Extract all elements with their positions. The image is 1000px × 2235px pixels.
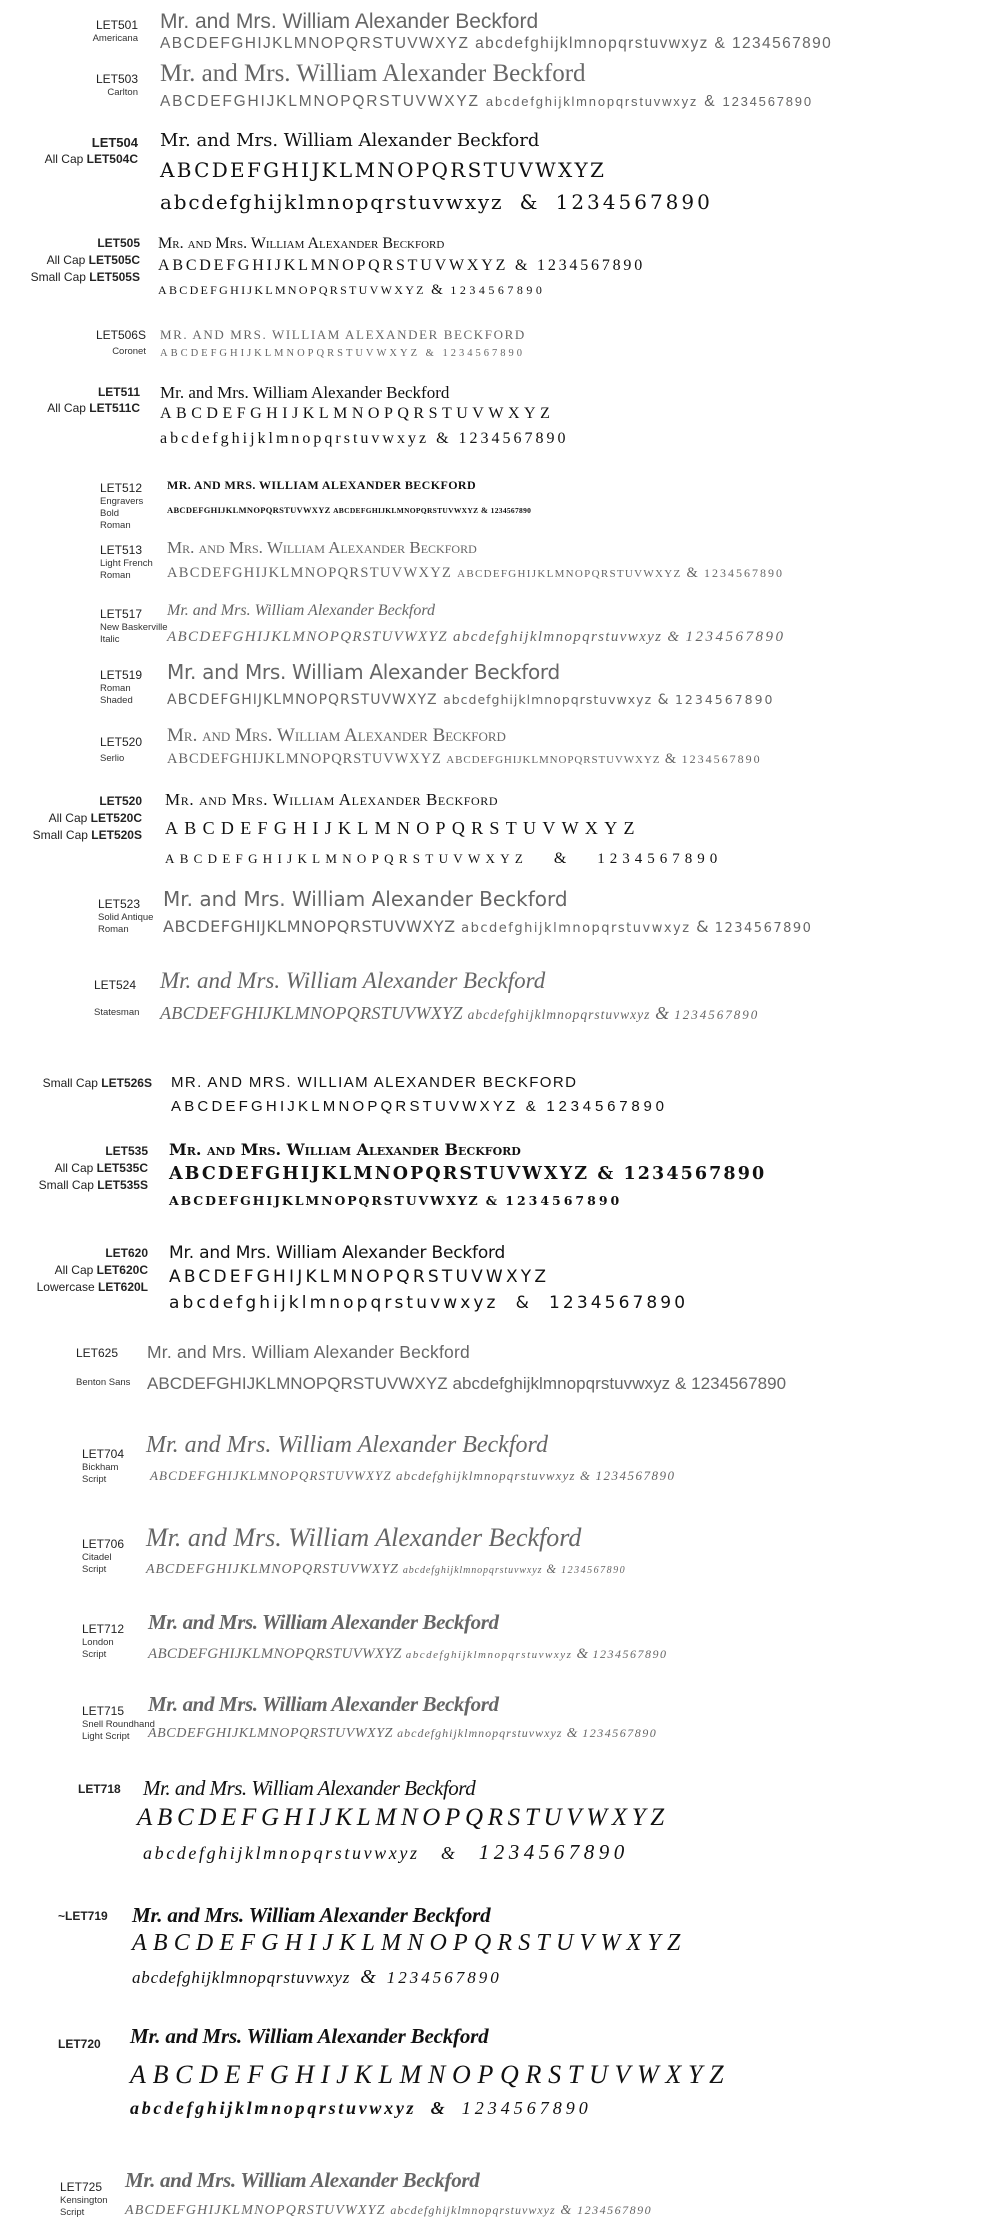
font-sample-let513 <box>0 538 1000 588</box>
ampersand: & <box>686 565 700 581</box>
alphabet-line <box>160 93 813 111</box>
lowercase-alphabet: abcdefghijklmnopqrstuvwxyz <box>467 1007 651 1022</box>
ampersand: & <box>440 1843 458 1863</box>
digits: 1234567890 <box>450 283 546 297</box>
font-description: Roman <box>98 924 129 935</box>
smallcap-label: Small Cap LET505S <box>30 270 140 284</box>
ampersand: & <box>579 1468 592 1483</box>
font-description: Script <box>82 1564 107 1575</box>
uppercase-alphabet: ABCDEFGHIJKLMNOPQRSTUVWXYZ <box>165 851 529 866</box>
alphabet-line <box>160 348 525 359</box>
font-label <box>58 2036 128 2053</box>
ampersand: & <box>696 917 710 936</box>
alphabet-line <box>125 2203 652 2219</box>
alphabet-line <box>147 1374 786 1394</box>
font-code: LET620 <box>105 1246 148 1260</box>
ampersand: & <box>566 1726 579 1741</box>
lowercase-alphabet: abcdefghijklmnopqrstuvwxyz <box>130 2098 417 2118</box>
lowercase-alphabet: abcdefghijklmnopqrstuvwxyz <box>132 1968 351 1987</box>
font-label <box>0 1075 152 1092</box>
uppercase-alphabet: ABCDEFGHIJKLMNOPQRSTUVWXYZ <box>125 2203 386 2218</box>
font-sample-let526s <box>0 1073 1000 1123</box>
font-description: Light Script <box>82 1731 130 1742</box>
font-code: LET520 <box>100 735 143 749</box>
font-code: LET712 <box>82 1622 125 1636</box>
smallcaps-digits-line <box>158 282 545 299</box>
alphabet-line <box>160 35 832 53</box>
sample-name-line: MR. AND MRS. WILLIAM ALEXANDER BECKFORD <box>160 327 526 342</box>
sample-name-line: Mr. and Mrs. William Alexander Beckford <box>163 887 568 911</box>
digits: 1234567890 <box>732 35 833 52</box>
font-description: Engravers <box>100 496 144 507</box>
sample-name-line: Mr. and Mrs. William Alexander Beckford <box>167 602 435 619</box>
uppercase-alphabet: ABCDEFGHIJKLMNOPQRSTUVWXYZ <box>160 93 480 110</box>
font-sample-let704 <box>0 1432 1000 1492</box>
digits: 1234567890 <box>674 1007 760 1022</box>
sample-name-line: MR. AND MRS. WILLIAM ALEXANDER BECKFORD <box>171 1074 578 1091</box>
smallcap-alphabet: ABCDEFGHIJKLMNOPQRSTUVWXYZ <box>457 568 682 580</box>
digits: 1234567890 <box>714 921 813 936</box>
digits: 1234567890 <box>442 348 525 359</box>
caps-digits-line <box>158 257 645 275</box>
ampersand: & <box>553 850 572 867</box>
font-sample-let505 <box>0 235 1000 305</box>
font-label <box>60 328 146 358</box>
digits: 1234567890 <box>595 1468 676 1483</box>
lowercase-alphabet: abcdefghijklmnopqrstuvwxyz <box>396 1468 576 1483</box>
uppercase-alphabet: ABCDEFGHIJKLMNOPQRSTUVWXYZ <box>169 1193 480 1208</box>
font-label <box>94 978 154 1019</box>
digits: 1234567890 <box>461 2098 592 2118</box>
font-code: LET505 <box>97 236 140 250</box>
digits: 1234567890 <box>691 1374 787 1393</box>
uppercase-alphabet: ABCDEFGHIJKLMNOPQRSTUVWXYZ <box>148 1646 402 1662</box>
lowercase-alphabet: abcdefghijklmnopqrstuvwxyz <box>485 94 699 109</box>
lowercase-alphabet: abcdefghijklmnopqrstuvwxyz <box>169 1293 499 1313</box>
sample-name-line: Mr. and Mrs. William Alexander Beckford <box>167 660 560 684</box>
font-sample-let720 <box>0 2024 1000 2134</box>
font-sample-let520 <box>0 790 1000 875</box>
font-code: LET512 <box>100 481 143 495</box>
smallcaps-digits-line <box>169 1193 622 1208</box>
font-code: LET535 <box>105 1144 148 1158</box>
digits: 1234567890 <box>548 1293 689 1313</box>
uppercase-alphabet: ABCDEFGHIJKLMNOPQRSTUVWXYZ <box>167 751 442 767</box>
font-sample-let620 <box>0 1243 1000 1328</box>
digits: 1234567890 <box>681 752 762 766</box>
uppercase-alphabet: ABCDEFGHIJKLMNOPQRSTUVWXYZ <box>160 1003 463 1023</box>
font-label <box>82 1622 142 1661</box>
lowercase-alphabet: abcdefghijklmnopqrstuvwxyz <box>143 1843 420 1863</box>
allcap-label: All Cap LET511C <box>47 401 140 415</box>
sample-name-line: Mr. and Mrs. William Alexander Beckford <box>160 383 450 402</box>
uppercase-alphabet: ABCDEFGHIJKLMNOPQRSTUVWXYZ <box>150 1468 392 1483</box>
font-description: Shaded <box>100 695 133 706</box>
alphabet-line <box>167 505 531 515</box>
font-label <box>60 72 138 99</box>
font-description: Script <box>82 1474 107 1485</box>
sample-name-line: Mr. and Mrs. William Alexander Beckford <box>147 1342 470 1362</box>
font-label <box>0 1245 148 1296</box>
font-code: LET517 <box>100 607 143 621</box>
font-description: Bold Roman <box>100 508 131 531</box>
lower-digits-line <box>160 430 569 448</box>
lowercase-alphabet: abcdefghijklmnopqrstuvwxyz <box>397 1726 563 1740</box>
digits: 1234567890 <box>537 257 646 274</box>
ampersand: & <box>597 1164 616 1184</box>
alphabet-line <box>167 751 762 768</box>
uppercase-alphabet: ABCDEFGHIJKLMNOPQRSTUVWXYZ <box>167 692 438 708</box>
uppercase-alphabet: ABCDEFGHIJKLMNOPQRSTUVWXYZ <box>171 1098 519 1115</box>
lower-digits-line <box>130 2098 592 2119</box>
font-description: Script <box>82 1649 107 1660</box>
sample-name-line: Mr. and Mrs. William Alexander Beckford <box>130 2024 489 2048</box>
font-label <box>82 1537 142 1576</box>
uppercase-alphabet: ABCDEFGHIJKLMNOPQRSTUVWXYZ <box>146 1562 399 1577</box>
digits: 1234567890 <box>592 1647 668 1661</box>
font-code: LET513 <box>100 543 143 557</box>
ampersand: & <box>485 1193 499 1208</box>
ampersand: & <box>655 1003 670 1023</box>
ampersand: & <box>664 751 678 767</box>
digits: 1234567890 <box>478 1840 629 1864</box>
uppercase-alphabet: ABCDEFGHIJKLMNOPQRSTUVWXYZ <box>160 348 421 359</box>
uppercase-alphabet: ABCDEFGHIJKLMNOPQRSTUVWXYZ <box>169 1164 590 1184</box>
alphabet-line <box>148 1646 667 1663</box>
ampersand: & <box>657 692 670 708</box>
uppercase-alphabet: ABCDEFGHIJKLMNOPQRSTUVWXYZ <box>167 565 453 581</box>
font-sample-let506s <box>0 325 1000 365</box>
font-label <box>100 543 160 582</box>
font-label <box>0 1143 148 1194</box>
font-label <box>60 2180 120 2219</box>
ampersand: & <box>546 1562 558 1576</box>
font-code: LET503 <box>95 72 138 86</box>
lowercase-alphabet: abcdefghijklmnopqrstuvwxyz <box>402 1565 543 1576</box>
ampersand: & <box>360 1966 377 1988</box>
ampersand: & <box>519 190 540 214</box>
font-description: Solid Antique <box>98 912 154 923</box>
digits: 1234567890 <box>722 94 813 109</box>
font-sample-let524 <box>0 968 1000 1028</box>
font-sample-let725 <box>0 2168 1000 2228</box>
lower-digits-line <box>143 1840 629 1865</box>
uppercase-alphabet: ABCDEFGHIJKLMNOPQRSTUVWXYZ <box>148 1726 394 1741</box>
sample-name-line: Mr. and Mrs. William Alexander Beckford <box>158 235 445 252</box>
font-code: ~LET719 <box>58 1909 108 1923</box>
font-sample-let535 <box>0 1140 1000 1220</box>
lowercase-alphabet: abcdefghijklmnopqrstuvwxyz <box>453 629 663 645</box>
uppercase-alphabet: ABCDEFGHIJKLMNOPQRSTUVWXYZ <box>160 35 470 52</box>
font-code: LET715 <box>82 1704 125 1718</box>
sample-name-line: Mr. and Mrs. William Alexander Beckford <box>148 1692 499 1716</box>
font-description: London <box>82 1637 114 1648</box>
font-label <box>0 235 140 286</box>
font-code: LET524 <box>94 978 137 992</box>
digits: 1234567890 <box>386 1968 502 1987</box>
digits: 1234567890 <box>623 1164 767 1184</box>
digits: 1234567890 <box>505 1193 623 1208</box>
uppercase-alphabet: ABCDEFGHIJKLMNOPQRSTUVWXYZ <box>158 283 426 297</box>
font-sample-let511 <box>0 383 1000 458</box>
digits: 1234567890 <box>546 1098 668 1115</box>
font-code: LET718 <box>78 1782 121 1796</box>
font-description: Roman <box>100 683 131 694</box>
font-code: LET501 <box>95 18 138 32</box>
font-label <box>100 481 150 532</box>
font-code: LET704 <box>82 1447 125 1461</box>
lowercase-alphabet: abcdefghijklmnopqrstuvwxyz <box>390 2203 556 2217</box>
sample-name-line: Mr. and Mrs. William Alexander Beckford <box>146 1432 548 1458</box>
uppercase-alphabet: ABCDEFGHIJKLMNOPQRSTUVWXYZ <box>147 1374 448 1393</box>
lowercase-alphabet: abcdefghijklmnopqrstuvwxyz <box>160 430 430 447</box>
smallcaps-digits-line <box>165 850 722 868</box>
digits: 1234567890 <box>555 190 713 214</box>
font-sample-let706 <box>0 1523 1000 1583</box>
uppercase-alphabet: ABCDEFGHIJKLMNOPQRSTUVWXYZ <box>167 505 331 515</box>
digits: 1234567890 <box>704 566 785 580</box>
font-sample-let519 <box>0 660 1000 712</box>
font-description: Serlio <box>100 753 125 764</box>
ampersand: & <box>425 348 437 359</box>
sample-name-line: Mr. and Mrs. William Alexander Beckford <box>160 10 539 33</box>
font-code: LET706 <box>82 1537 125 1551</box>
font-code: LET725 <box>60 2180 103 2194</box>
ampersand: & <box>560 2203 573 2218</box>
font-description: Light French <box>100 558 153 569</box>
ampersand: & <box>514 257 531 274</box>
sample-name-line: Mr. and Mrs. William Alexander Beckford <box>160 130 540 151</box>
font-sample-let719 <box>0 1903 1000 1998</box>
sample-name-line: Mr. and Mrs. William Alexander Beckford <box>148 1610 499 1634</box>
lowercase-label: Lowercase LET620L <box>36 1280 148 1294</box>
uppercase-alphabet: ABCDEFGHIJKLMNOPQRSTUVWXYZ <box>158 257 509 274</box>
uppercase-alphabet: ABCDEFGHIJKLMNOPQRSTUVWXYZ <box>137 1804 669 1831</box>
uppercase-alphabet: ABCDEFGHIJKLMNOPQRSTUVWXYZ <box>163 917 456 936</box>
font-label <box>82 1447 142 1486</box>
font-description: Citadel <box>82 1552 112 1563</box>
lowercase-alphabet: abcdefghijklmnopqrstuvwxyz <box>443 692 653 707</box>
lowercase-alphabet: abcdefghijklmnopqrstuvwxyz <box>461 921 691 936</box>
uppercase-alphabet: ABCDEFGHIJKLMNOPQRSTUVWXYZ <box>169 1267 550 1287</box>
font-label <box>58 1908 128 1925</box>
sample-name-line: Mr. and Mrs. William Alexander Beckford <box>160 968 546 993</box>
ampersand: & <box>576 1646 589 1662</box>
font-label <box>100 735 160 765</box>
lower-digits-line <box>132 1966 502 1989</box>
font-description: Kensington <box>60 2195 108 2206</box>
lowercase-alphabet: abcdefghijklmnopqrstuvwxyz <box>160 190 504 214</box>
ampersand: & <box>674 1374 687 1393</box>
font-code: LET504 <box>91 135 138 150</box>
uppercase-alphabet: ABCDEFGHIJKLMNOPQRSTUVWXYZ <box>130 2060 731 2089</box>
lowercase-alphabet: abcdefghijklmnopqrstuvwxyz <box>475 35 709 52</box>
digits: 1234567890 <box>561 1565 627 1576</box>
uppercase-alphabet: ABCDEFGHIJKLMNOPQRSTUVWXYZ <box>167 629 448 645</box>
allcap-label: All Cap LET505C <box>46 253 140 267</box>
uppercase-alphabet: ABCDEFGHIJKLMNOPQRSTUVWXYZ <box>160 405 555 422</box>
font-code: LET520 <box>99 794 142 808</box>
smallcap-alphabet: ABCDEFGHIJKLMNOPQRSTUVWXYZ <box>333 506 479 515</box>
allcap-label: All Cap LET620C <box>54 1263 148 1277</box>
font-description: Roman <box>100 570 131 581</box>
digits: 1234567890 <box>458 430 569 447</box>
lower-digits-line <box>160 190 713 214</box>
digits: 1234567890 <box>582 1726 658 1740</box>
font-description: Americana <box>92 33 138 44</box>
font-label <box>100 668 160 707</box>
font-code: LET625 <box>76 1346 119 1360</box>
font-label <box>0 793 142 844</box>
digits: 1234567890 <box>685 629 786 645</box>
alphabet-line <box>160 1003 759 1024</box>
font-code: LET506S <box>95 328 146 342</box>
smallcap-label: Small Cap LET526S <box>42 1076 152 1090</box>
digits: 1234567890 <box>674 692 775 707</box>
alphabet-line <box>148 1726 657 1742</box>
lowercase-alphabet: abcdefghijklmnopqrstuvwxyz <box>452 1374 671 1393</box>
font-sample-let517 <box>0 602 1000 650</box>
ampersand: & <box>480 505 489 515</box>
caps-digits-line <box>169 1164 766 1184</box>
font-description: Statesman <box>94 1007 140 1018</box>
sample-name-line: Mr. and Mrs. William Alexander Beckford <box>167 725 506 746</box>
font-description: New Baskerville <box>100 622 168 633</box>
digits: 1234567890 <box>597 851 723 867</box>
font-description: Bickham <box>82 1462 119 1473</box>
font-description: Script <box>60 2207 85 2218</box>
font-sample-let625 <box>0 1342 1000 1392</box>
font-sample-let501 <box>0 10 1000 55</box>
alphabet-line <box>167 692 775 708</box>
alphabet-line <box>150 1468 675 1484</box>
alphabet-line <box>163 917 812 936</box>
sample-name-line: Mr. and Mrs. William Alexander Beckford <box>143 1776 476 1800</box>
font-sample-let503 <box>0 60 1000 110</box>
sample-name-line: Mr. and Mrs. William Alexander Beckford <box>160 60 586 87</box>
sample-name-line: Mr. and Mrs. William Alexander Beckford <box>169 1243 506 1263</box>
font-sample-let512 <box>0 478 1000 531</box>
digits: 1234567890 <box>490 506 532 515</box>
smallcap-label: Small Cap LET535S <box>38 1178 148 1192</box>
font-code: LET519 <box>100 668 143 682</box>
font-code: LET523 <box>98 897 141 911</box>
font-code: LET511 <box>97 385 140 399</box>
allcap-label: All Cap LET504C <box>44 152 138 166</box>
font-label <box>98 897 162 936</box>
digits: 1234567890 <box>577 2203 653 2217</box>
sample-name-line: Mr. and Mrs. William Alexander Beckford <box>146 1523 582 1552</box>
sample-name-line: MR. AND MRS. WILLIAM ALEXANDER BECKFORD <box>167 478 477 492</box>
font-code: LET720 <box>58 2037 101 2051</box>
font-description: Snell Roundhand <box>82 1719 155 1730</box>
ampersand: & <box>667 629 681 645</box>
sample-name-line: Mr. and Mrs. William Alexander Beckford <box>167 538 477 557</box>
alphabet-line <box>146 1562 626 1578</box>
sample-name-line: Mr. and Mrs. William Alexander Beckford <box>125 2168 480 2192</box>
font-description: Carlton <box>107 87 138 98</box>
font-label <box>78 1781 138 1798</box>
ampersand: & <box>431 282 446 298</box>
font-sample-let715 <box>0 1692 1000 1752</box>
font-sample-let718 <box>0 1776 1000 1876</box>
ampersand: & <box>714 35 727 52</box>
ampersand: & <box>515 1293 532 1313</box>
ampersand: & <box>525 1098 539 1115</box>
font-description: Italic <box>100 634 120 645</box>
uppercase-alphabet: ABCDEFGHIJKLMNOPQRSTUVWXYZ <box>132 1930 687 1956</box>
allcap-label: All Cap LET535C <box>54 1161 148 1175</box>
uppercase-alphabet: ABCDEFGHIJKLMNOPQRSTUVWXYZ <box>160 158 607 182</box>
font-sample-let504 <box>0 130 1000 220</box>
font-sample-let520-serlio <box>0 725 1000 770</box>
ampersand: & <box>436 430 452 447</box>
sample-name-line: Mr. and Mrs. William Alexander Beckford <box>169 1140 521 1159</box>
sample-name-line: Mr. and Mrs. William Alexander Beckford <box>132 1903 491 1927</box>
lower-digits-line <box>169 1293 688 1313</box>
smallcap-alphabet: ABCDEFGHIJKLMNOPQRSTUVWXYZ <box>446 754 661 766</box>
smallcap-label: Small Cap LET520S <box>32 828 142 842</box>
font-label <box>100 607 170 646</box>
lowercase-alphabet: abcdefghijklmnopqrstuvwxyz <box>405 1649 573 1661</box>
font-description: Coronet <box>112 346 146 357</box>
uppercase-alphabet: ABCDEFGHIJKLMNOPQRSTUVWXYZ <box>165 818 641 838</box>
alphabet-line <box>171 1098 668 1115</box>
alphabet-line <box>167 629 786 646</box>
font-description: Benton Sans <box>76 1377 131 1388</box>
font-sample-let712 <box>0 1610 1000 1670</box>
ampersand: & <box>430 2098 448 2118</box>
font-label <box>60 18 138 45</box>
font-label <box>0 385 140 417</box>
ampersand: & <box>704 93 717 110</box>
font-sample-let523 <box>0 887 1000 942</box>
allcap-label: All Cap LET520C <box>48 811 142 825</box>
font-label <box>0 134 138 168</box>
font-label <box>76 1346 156 1389</box>
alphabet-line <box>167 565 784 582</box>
sample-name-line: Mr. and Mrs. William Alexander Beckford <box>165 790 499 809</box>
